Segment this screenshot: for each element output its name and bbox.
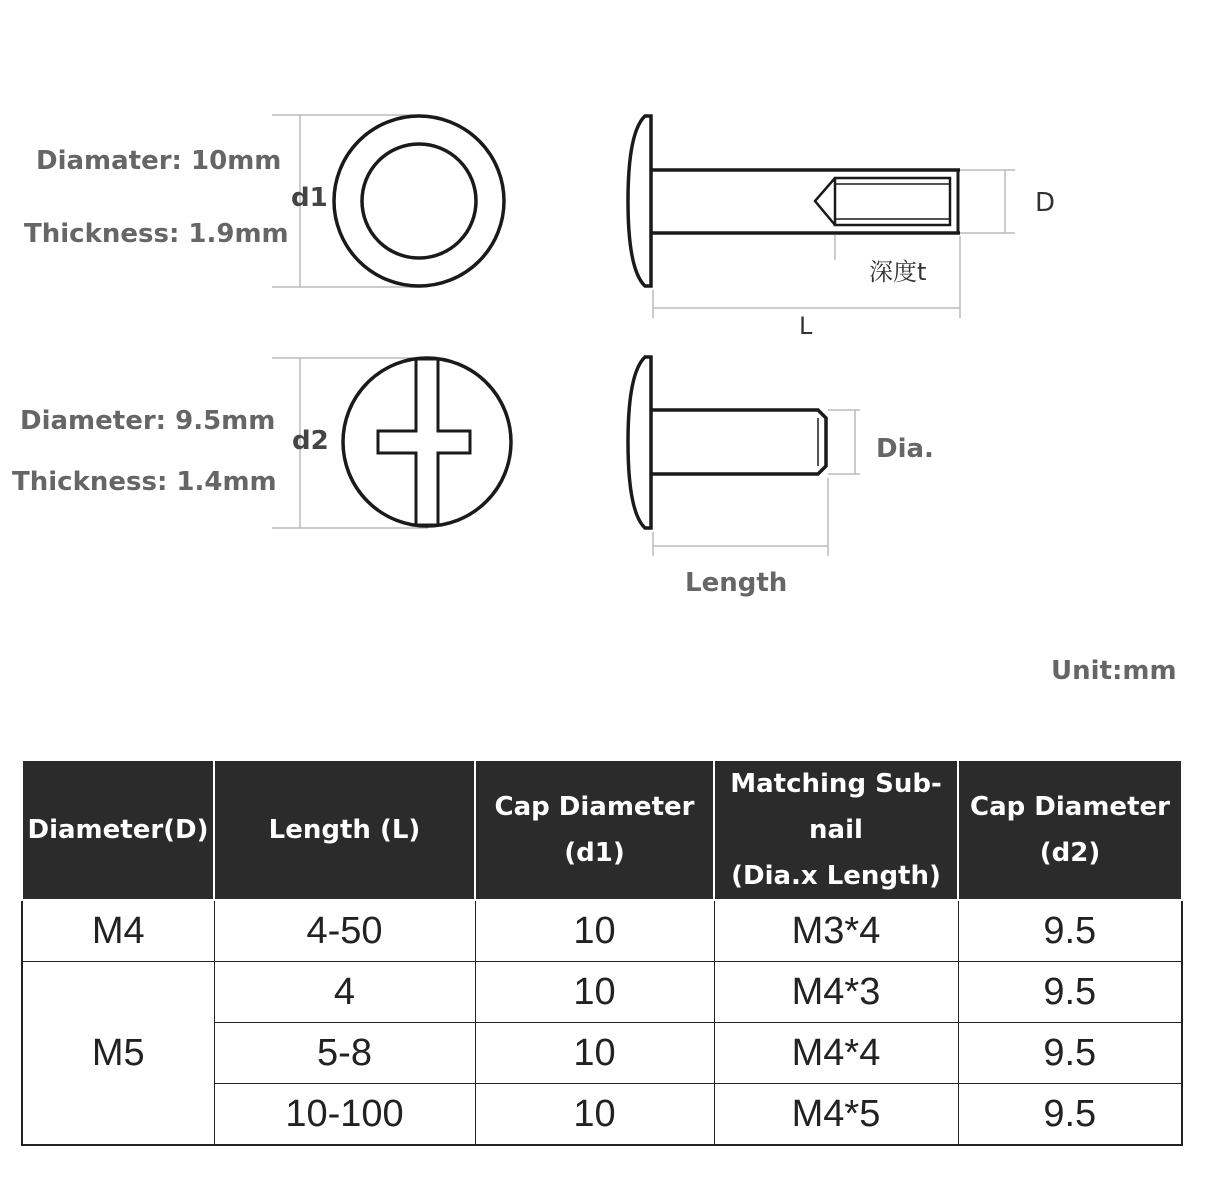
cell-d1: 10 xyxy=(475,962,714,1023)
bottom-thickness-label: Thickness: 1.4mm xyxy=(12,467,277,497)
depth-label: 深度t xyxy=(869,258,927,286)
spec-table xyxy=(21,759,1183,1146)
top-diameter-label: Diamater: 10mm xyxy=(36,146,282,176)
header-length: Length (L) xyxy=(214,760,475,900)
unit-label: Unit:mm xyxy=(1051,656,1177,686)
header-matching-sub-nail: Matching Sub-nail (Dia.x Length) xyxy=(714,760,958,900)
D-label: D xyxy=(1035,188,1056,218)
cell-d1: 10 xyxy=(475,900,714,962)
cell-d1: 10 xyxy=(475,1084,714,1146)
L-label: L xyxy=(799,312,813,340)
cell-subnail: M4*4 xyxy=(714,1023,958,1084)
cell-subnail: M4*3 xyxy=(714,962,958,1023)
cell-d2: 9.5 xyxy=(958,1023,1182,1084)
header-cap-diameter-d2: Cap Diameter (d2) xyxy=(958,760,1182,900)
cell-d1: 10 xyxy=(475,1023,714,1084)
female-screw-side-view xyxy=(628,116,1015,318)
cell-subnail: M3*4 xyxy=(714,900,958,962)
male-screw-side-view xyxy=(628,357,860,556)
cell-d2: 9.5 xyxy=(958,962,1182,1023)
cell-length: 5-8 xyxy=(214,1023,475,1084)
header-diameter: Diameter(D) xyxy=(22,760,214,900)
cell-d2: 9.5 xyxy=(958,1084,1182,1146)
length-label: Length xyxy=(685,568,788,598)
cell-d2: 9.5 xyxy=(958,900,1182,962)
d2-label: d2 xyxy=(292,426,329,456)
table-row xyxy=(22,962,1182,1023)
dia-label: Dia. xyxy=(876,434,934,464)
cell-length: 10-100 xyxy=(214,1084,475,1146)
bottom-diameter-label: Diameter: 9.5mm xyxy=(20,406,276,436)
cell-diameter: M4 xyxy=(22,900,214,962)
cell-length: 4-50 xyxy=(214,900,475,962)
table-row xyxy=(22,900,1182,962)
top-thickness-label: Thickness: 1.9mm xyxy=(24,219,289,249)
cell-subnail: M4*5 xyxy=(714,1084,958,1146)
table-header-row xyxy=(22,760,1182,900)
cell-diameter: M5 xyxy=(22,962,214,1146)
cell-length: 4 xyxy=(214,962,475,1023)
header-cap-diameter-d1: Cap Diameter (d1) xyxy=(475,760,714,900)
d1-label: d1 xyxy=(291,183,328,213)
